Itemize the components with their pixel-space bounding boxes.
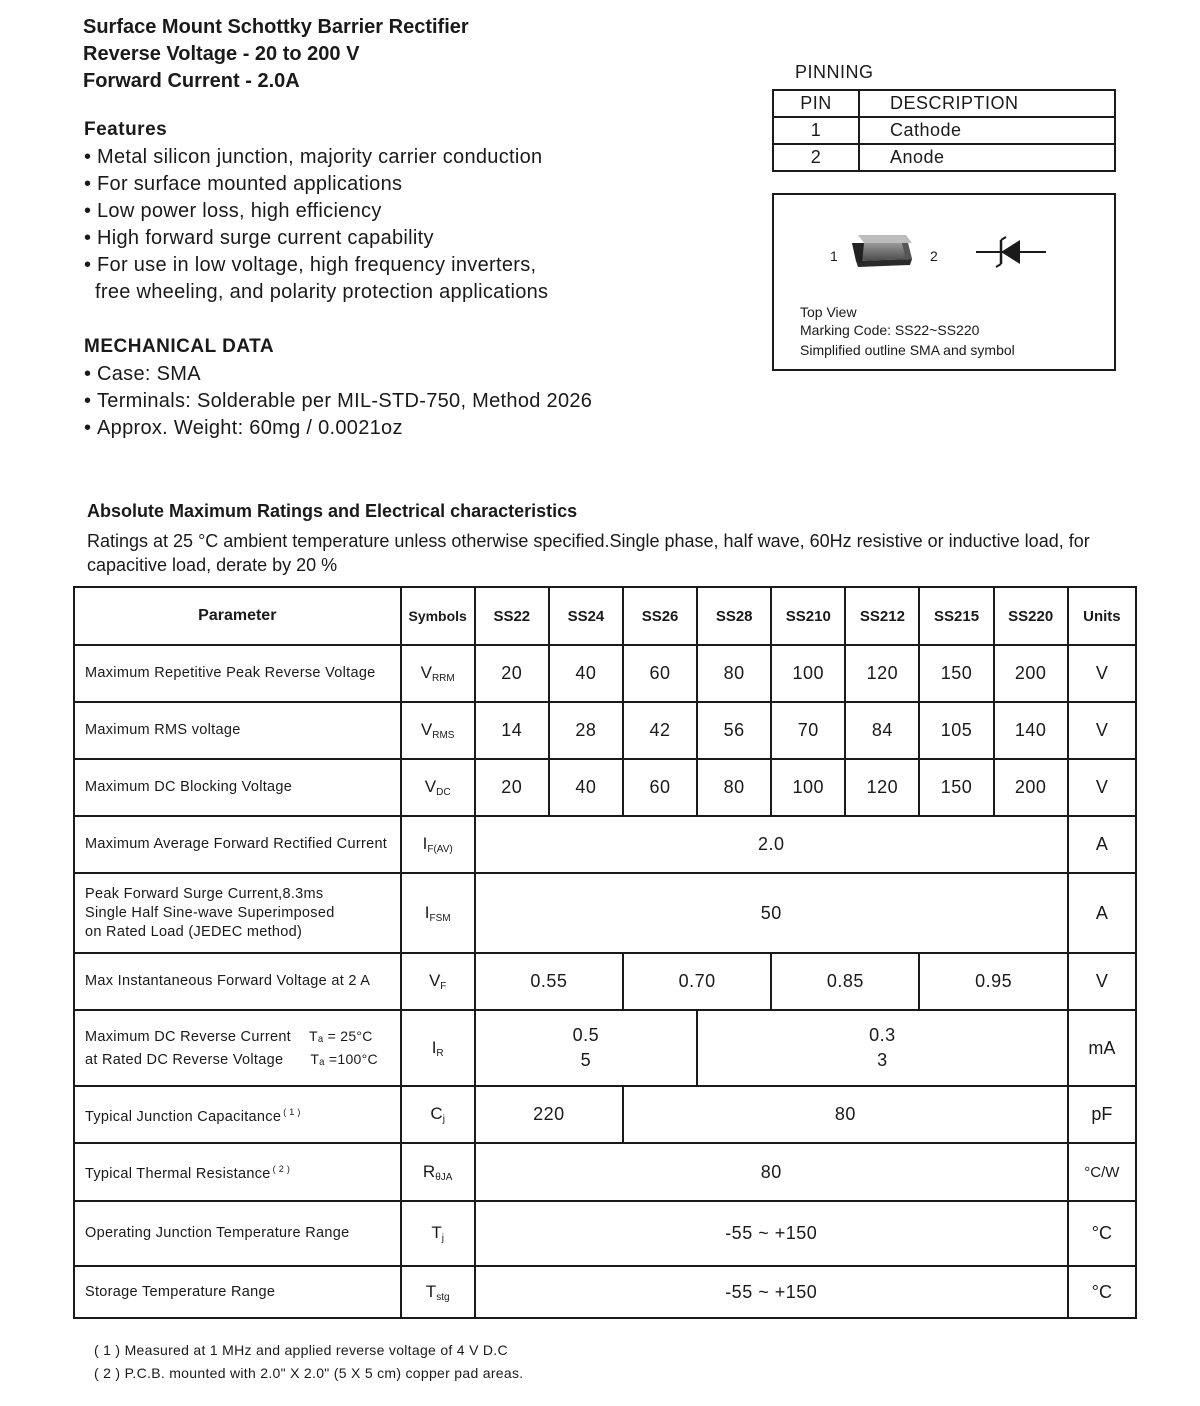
outline-caption: Simplified outline SMA and symbol — [800, 342, 1015, 358]
pinning-table — [772, 89, 1116, 172]
symbol-cell: $V_F$ — [401, 953, 475, 1010]
ratings-table — [73, 586, 1137, 1319]
feature-item: • For surface mounted applications — [84, 173, 403, 195]
value-cell: 60 — [623, 645, 697, 702]
model-header: SS28 — [697, 587, 771, 645]
symbol-cell: $V_{DC}$ — [401, 759, 475, 816]
marking-code: Marking Code: SS22~SS220 — [800, 322, 980, 338]
table-row — [74, 816, 1136, 873]
value-cell: 50 — [475, 873, 1068, 953]
unit-cell: V — [1068, 953, 1136, 1010]
parameter-cell: Maximum Average Forward Rectified Current — [74, 816, 401, 873]
model-header: SS212 — [845, 587, 919, 645]
unit-cell: pF — [1068, 1086, 1136, 1143]
value-cell: 28 — [549, 702, 623, 759]
pinning-header-row — [773, 90, 1115, 117]
model-header: SS26 — [623, 587, 697, 645]
value-cell: 20 — [475, 759, 549, 816]
value-cell: 42 — [623, 702, 697, 759]
ratings-note: Ratings at 25 °C ambient temperature unless otherwise specified.Single phase, half wave, 60Hz resistive or inductive load, for capacitive load, derate by 20 % — [87, 531, 1090, 575]
value-cell: 220 — [475, 1086, 623, 1143]
forward-current-spec: Forward Current - 2.0A — [83, 70, 300, 92]
value-cell: 0.5 5 — [475, 1010, 697, 1086]
symbol-cell: $T_j$ — [401, 1201, 475, 1266]
product-title: Surface Mount Schottky Barrier Rectifier — [83, 16, 469, 38]
unit-cell: mA — [1068, 1010, 1136, 1086]
parameter-cell: Maximum RMS voltage — [74, 702, 401, 759]
table-row — [74, 1143, 1136, 1201]
model-header: SS215 — [919, 587, 993, 645]
unit-cell: A — [1068, 816, 1136, 873]
features-list — [84, 144, 548, 306]
table-row — [74, 873, 1136, 953]
feature-item: • For use in low voltage, high frequency inverters, — [84, 254, 537, 276]
value-cell: 80 — [697, 759, 771, 816]
package-outline-box — [772, 193, 1116, 371]
value-cell: 105 — [919, 702, 993, 759]
symbol-cell: $I_R$ — [401, 1010, 475, 1086]
document-header — [83, 14, 469, 95]
value-cell: 80 — [697, 645, 771, 702]
value-cell: 0.55 — [475, 953, 623, 1010]
feature-item: • Low power loss, high efficiency — [84, 200, 382, 222]
units-header: Units — [1068, 587, 1136, 645]
parameter-cell: Operating Junction Temperature Range — [74, 1201, 401, 1266]
value-cell: 40 — [549, 645, 623, 702]
value-cell: -55 ~ +150 — [475, 1201, 1068, 1266]
value-cell: 100 — [771, 645, 845, 702]
parameter-cell: Storage Temperature Range — [74, 1266, 401, 1318]
pin-description: Anode — [859, 144, 1115, 171]
value-cell: 84 — [845, 702, 919, 759]
pin-header: PIN — [773, 90, 859, 117]
value-cell: 40 — [549, 759, 623, 816]
value-cell: 120 — [845, 759, 919, 816]
symbol-cell: $C_j$ — [401, 1086, 475, 1143]
value-cell: 140 — [994, 702, 1068, 759]
pinning-row — [773, 144, 1115, 171]
pin-number: 2 — [773, 144, 859, 171]
value-cell: 150 — [919, 759, 993, 816]
unit-cell: °C — [1068, 1201, 1136, 1266]
mechanical-title: MECHANICAL DATA — [84, 336, 275, 357]
mechanical-item: • Case: SMA — [84, 363, 201, 385]
parameter-cell: Maximum Repetitive Peak Reverse Voltage — [74, 645, 401, 702]
model-header: SS22 — [475, 587, 549, 645]
feature-item: • Metal silicon junction, majority carrier conduction — [84, 146, 543, 168]
mechanical-item: • Approx. Weight: 60mg / 0.0021oz — [84, 417, 403, 439]
model-header: SS24 — [549, 587, 623, 645]
mechanical-item: • Terminals: Solderable per MIL-STD-750, Method 2026 — [84, 390, 593, 412]
table-row — [74, 1086, 1136, 1143]
symbol-cell: $R_{\theta JA}$ — [401, 1143, 475, 1201]
reverse-voltage-spec: Reverse Voltage - 20 to 200 V — [83, 43, 360, 65]
parameter-cell: Maximum DC Reverse Current Tₐ = 25°C at Rated DC Reverse Voltage Tₐ =100°C — [74, 1010, 401, 1086]
parameter-cell: Typical Thermal Resistance $^{( 2 )}$ — [74, 1143, 401, 1201]
parameter-cell: Maximum DC Blocking Voltage — [74, 759, 401, 816]
value-cell: 80 — [475, 1143, 1068, 1201]
pin-description: Cathode — [859, 117, 1115, 144]
value-cell: 2.0 — [475, 816, 1068, 873]
value-cell: 120 — [845, 645, 919, 702]
parameter-cell: Peak Forward Surge Current,8.3ms Single Half Sine-wave Superimposed on Rated Load (JEDEC method) — [74, 873, 401, 953]
value-cell: 200 — [994, 645, 1068, 702]
feature-item: • High forward surge current capability — [84, 227, 434, 249]
package-pin2-label: 2 — [930, 248, 938, 264]
parameter-header: Parameter — [74, 587, 401, 645]
table-row — [74, 645, 1136, 702]
pin-number: 1 — [773, 117, 859, 144]
model-header: SS210 — [771, 587, 845, 645]
value-cell: 14 — [475, 702, 549, 759]
value-cell: 200 — [994, 759, 1068, 816]
mechanical-list — [84, 361, 592, 442]
pinning-title: PINNING — [795, 62, 874, 82]
value-cell: -55 ~ +150 — [475, 1266, 1068, 1318]
parameter-cell: Max Instantaneous Forward Voltage at 2 A — [74, 953, 401, 1010]
symbol-cell: $V_{RMS}$ — [401, 702, 475, 759]
sma-package-icon — [850, 229, 914, 269]
value-cell: 0.85 — [771, 953, 919, 1010]
unit-cell: V — [1068, 702, 1136, 759]
pinning-row — [773, 117, 1115, 144]
footnote: ( 1 ) Measured at 1 MHz and applied reverse voltage of 4 V D.C — [94, 1342, 508, 1358]
symbol-cell: $I_{F(AV)}$ — [401, 816, 475, 873]
value-cell: 100 — [771, 759, 845, 816]
value-cell: 0.3 3 — [697, 1010, 1068, 1086]
diode-symbol-icon — [974, 235, 1048, 269]
footnote: ( 2 ) P.C.B. mounted with 2.0" X 2.0" (5 X 5 cm) copper pad areas. — [94, 1365, 524, 1381]
package-pin1-label: 1 — [830, 248, 838, 264]
ratings-title: Absolute Maximum Ratings and Electrical characteristics — [87, 501, 578, 521]
value-cell: 0.70 — [623, 953, 771, 1010]
table-row — [74, 1010, 1136, 1086]
symbol-cell: $I_{FSM}$ — [401, 873, 475, 953]
value-cell: 80 — [623, 1086, 1068, 1143]
model-header: SS220 — [994, 587, 1068, 645]
value-cell: 60 — [623, 759, 697, 816]
package-view-label: Top View — [800, 304, 857, 320]
unit-cell: A — [1068, 873, 1136, 953]
table-header-row — [74, 587, 1136, 645]
feature-item-continuation: free wheeling, and polarity protection applications — [95, 281, 549, 303]
features-title: Features — [84, 119, 168, 140]
table-row — [74, 1201, 1136, 1266]
symbol-cell: $V_{RRM}$ — [401, 645, 475, 702]
table-row — [74, 953, 1136, 1010]
table-row — [74, 702, 1136, 759]
table-row — [74, 759, 1136, 816]
value-cell: 150 — [919, 645, 993, 702]
value-cell: 0.95 — [919, 953, 1067, 1010]
unit-cell: °C — [1068, 1266, 1136, 1318]
table-row — [74, 1266, 1136, 1318]
description-header: DESCRIPTION — [859, 90, 1115, 117]
unit-cell: °C/W — [1068, 1143, 1136, 1201]
value-cell: 20 — [475, 645, 549, 702]
value-cell: 70 — [771, 702, 845, 759]
unit-cell: V — [1068, 759, 1136, 816]
symbol-cell: $T_{stg}$ — [401, 1266, 475, 1318]
symbols-header: Symbols — [401, 587, 475, 645]
unit-cell: V — [1068, 645, 1136, 702]
value-cell: 56 — [697, 702, 771, 759]
parameter-cell: Typical Junction Capacitance $^{( 1 )}$ — [74, 1086, 401, 1143]
